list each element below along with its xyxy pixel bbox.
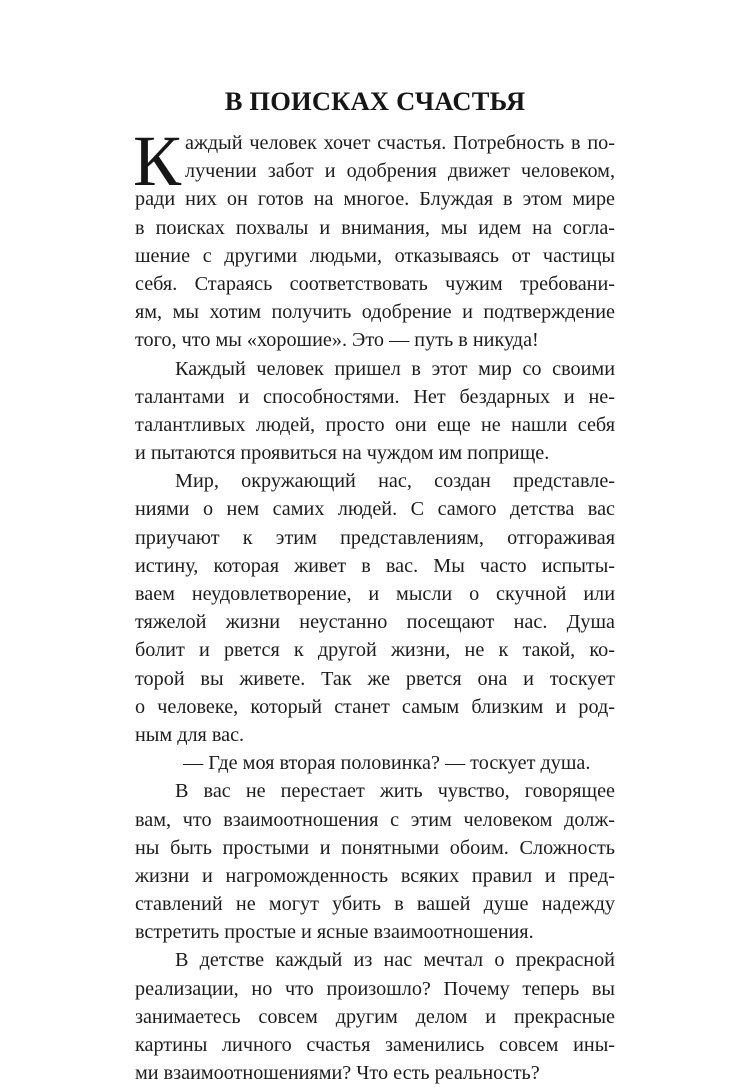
text-line: талантами и способностями. Нет бездарных и не- bbox=[135, 385, 615, 408]
text-line: ставлений не могут убить в вашей душе надежду bbox=[135, 893, 615, 916]
text-line: и пытаются проявиться на чуждом им поприще. bbox=[135, 442, 550, 465]
text-line: ради них он готов на многое. Блуждая в этом мире bbox=[135, 188, 615, 211]
text-line: В детстве каждый из нас мечтал о прекрасной bbox=[175, 949, 615, 972]
text-line: торой вы живете. Так же рвется она и тоскует bbox=[135, 667, 615, 690]
book-page bbox=[133, 0, 615, 1085]
text-line: Мир, окружающий нас, создан представле- bbox=[175, 470, 615, 493]
text-line: истину, которая живет в вас. Мы часто испыты- bbox=[135, 554, 615, 577]
text-line: ны быть простыми и понятными обоим. Сложность bbox=[135, 836, 615, 859]
text-line: того, что мы «хорошие». Это — путь в никуда! bbox=[135, 329, 539, 352]
text-line: — Где моя вторая половинка? — тоскует душа. bbox=[183, 752, 591, 775]
text-line: болит и рвется к другой жизни, не к такой, ко- bbox=[135, 639, 615, 662]
text-line: встретить простые и ясные взаимоотношения. bbox=[135, 921, 534, 944]
text-line: ниями о нем самих людей. С самого детства вас bbox=[135, 498, 615, 521]
text-line: аждый человек хочет счастья. Потребность в по- bbox=[185, 132, 615, 154]
text-line: о человеке, который станет самым близким и род- bbox=[135, 695, 615, 718]
text-line: Каждый человек пришел в этот мир со своими bbox=[175, 357, 615, 380]
text-line: жизни и нагроможденность всяких правил и пред- bbox=[135, 864, 615, 887]
drop-cap-letter: К bbox=[133, 121, 182, 201]
chapter-title: В ПОИСКАХ СЧАСТЬЯ bbox=[224, 86, 526, 116]
text-line: шение с другими людьми, отказываясь от частицы bbox=[135, 244, 615, 267]
text-line: картины личного счастья заменились совсем ины- bbox=[135, 1034, 615, 1056]
text-line: реализации, но что произошло? Почему теперь вы bbox=[135, 977, 615, 1000]
text-line: в поисках похвалы и внимания, мы идем на согла- bbox=[135, 216, 615, 239]
text-line: ным для вас. bbox=[135, 723, 245, 746]
chapter-body bbox=[133, 121, 615, 1087]
text-line: ям, мы хотим получить одобрение и подтверждение bbox=[135, 301, 615, 324]
text-line: ми взаимоотношениями? Что есть реальность? bbox=[135, 1062, 540, 1085]
text-line: тяжелой жизни неустанно посещают нас. Душа bbox=[135, 611, 615, 634]
text-line: приучают к этим представлениям, отгораживая bbox=[135, 526, 615, 549]
text-line: себя. Стараясь соответствовать чужим требовани- bbox=[135, 272, 615, 295]
text-line: лучении забот и одобрения движет человеком, bbox=[185, 160, 615, 183]
text-line: вам, что взаимоотношения с этим человеком долж- bbox=[135, 808, 615, 831]
text-line: В вас не перестает жить чувство, говорящее bbox=[175, 780, 615, 803]
text-line: талантливых людей, просто они еще не нашли себя bbox=[135, 413, 615, 436]
text-line: занимаетесь совсем другим делом и прекрасные bbox=[135, 1005, 615, 1028]
text-line: ваем неудовлетворение, и мысли о скучной или bbox=[135, 583, 615, 605]
